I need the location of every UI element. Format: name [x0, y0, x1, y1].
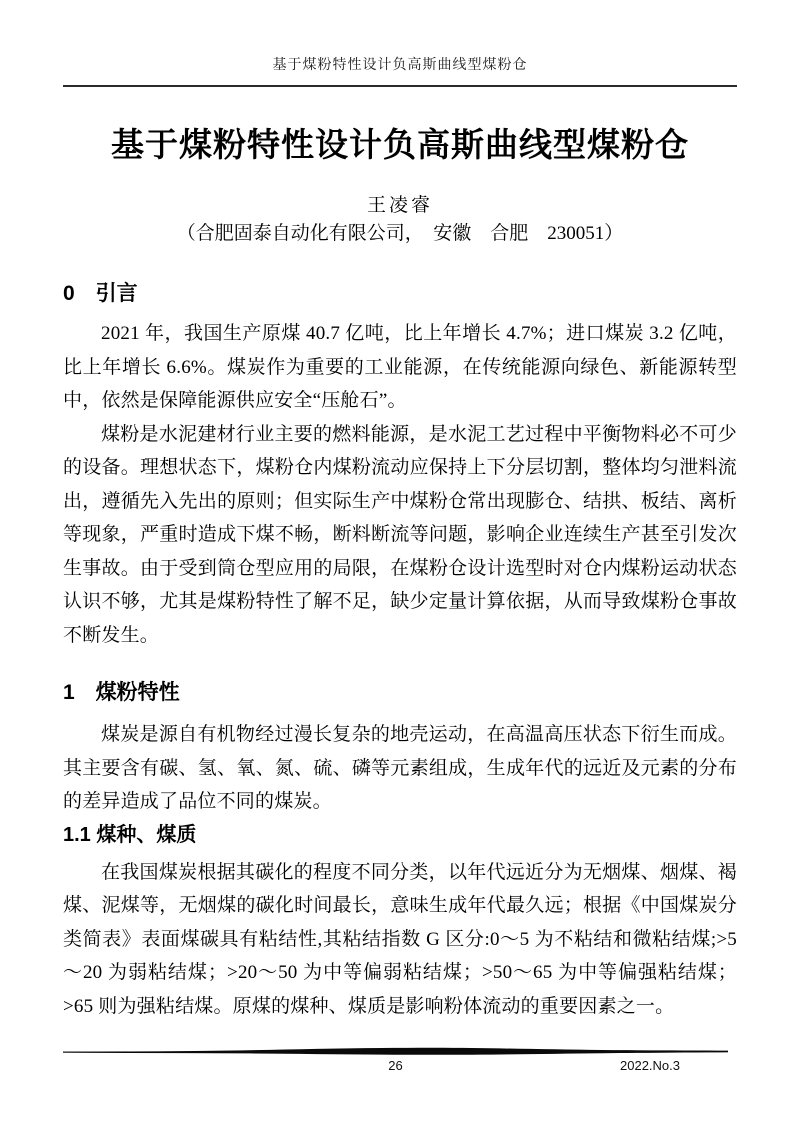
- running-head: 基于煤粉特性设计负高斯曲线型煤粉仓: [272, 58, 528, 73]
- issue-number: 2022.No.3: [620, 1058, 680, 1073]
- paragraph-coal-powder-properties: 煤炭是源自有机物经过漫长复杂的地壳运动，在高温高压状态下衍生而成。其主要含有碳、氢、氧、氮、硫、磷等元素组成，生成年代的远近及元素的分布的差异造成了品位不同的煤炭。: [63, 724, 737, 812]
- header-rule: [63, 85, 737, 87]
- author-affiliation: （合肥固泰自动化有限公司， 安徽 合肥 230051）: [176, 223, 624, 244]
- page-footer: [63, 1046, 728, 1075]
- paragraph-introduction-2: 煤粉是水泥建材行业主要的燃料能源，是水泥工艺过程中平衡物料必不可少的设备。理想状态下，煤粉仓内煤粉流动应保持上下分层切割，整体均匀泄料流出，遵循先入先出的原则；但实际生产中煤粉仓常出现膨仓、结拱、板结、离析等现象，严重时造成下煤不畅，断料断流等问题，影响企业连续生产甚至引发次生事故。由于受到筒仓型应用的局限，在煤粉仓设计选型时对仓内煤粉运动状态认识不够，尤其是煤粉特性了解不足，缺少定量计算依据，从而导致煤粉仓事故不断发生。: [63, 423, 737, 646]
- paragraph-coal-type-quality: 在我国煤炭根据其碳化的程度不同分类，以年代远近分为无烟煤、烟煤、褐煤、泥煤等，无烟煤的碳化时间最长，意味生成年代最久远；根据《中国煤炭分类简表》表面煤碳具有粘结性,其粘结指数 G 区分:0～5 为不粘结和微粘结煤;>5～20 为弱粘结煤；>20～50 为中等偏弱粘结煤；>50～65 为中等偏强粘结煤；>65 则为强粘结煤。原煤的煤种、煤质是影响粉体流动的重要因素之一。: [63, 861, 737, 1017]
- author-name: 王凌睿: [366, 195, 433, 216]
- paragraph-introduction-1: 2021 年，我国生产原煤 40.7 亿吨，比上年增长 4.7%；进口煤炭 3.2 亿吨，比上年增长 6.6%。煤炭作为重要的工业能源，在传统能源向绿色、新能源转型中，依然是保障能源供应安全“压舱石”。: [63, 323, 737, 411]
- page-number: 26: [388, 1058, 403, 1073]
- footer-rule: [63, 1046, 728, 1056]
- section-heading-introduction: 0 引言: [63, 282, 138, 305]
- subsection-heading-coal-type-quality: 1.1 煤种、煤质: [63, 823, 197, 846]
- section-heading-coal-powder-properties: 1 煤粉特性: [63, 681, 180, 704]
- footer-row: [63, 1057, 728, 1075]
- article-title: 基于煤粉特性设计负高斯曲线型煤粉仓: [111, 126, 689, 163]
